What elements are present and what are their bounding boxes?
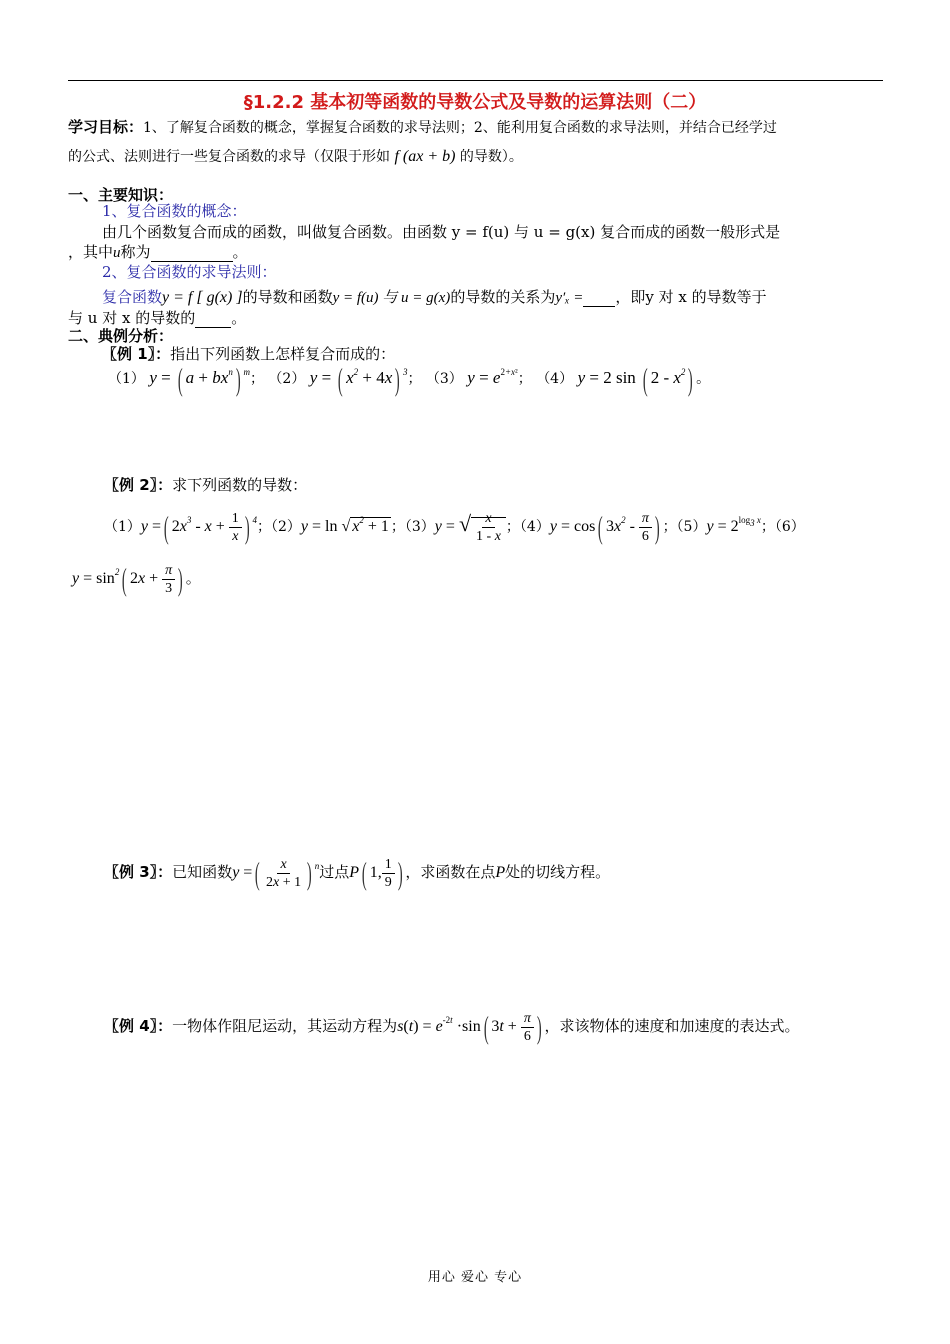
text-fragment: ，求该物体的速度和加速度的表达式。 <box>544 1017 800 1035</box>
item-number: （3） <box>425 370 463 387</box>
ex2-formula-4: y = cos( $3x^2$ - $\frac{\pi}{6}$ ) <box>549 509 660 546</box>
text-fragment: 。 <box>232 243 248 261</box>
learning-goals-text3: 的导数）。 <box>459 149 523 165</box>
math-fragment: y′ₓ = <box>555 290 584 306</box>
text-fragment: 过点 <box>319 863 350 881</box>
learning-goals-label: 学习目标： <box>68 118 144 136</box>
text-fragment: 一物体作阻尼运动，其运动方程为 <box>172 1017 398 1035</box>
text-fragment: ，其中 <box>68 243 114 261</box>
example-3 <box>104 846 610 893</box>
text-fragment: 与 u 对 x 的导数的 <box>68 309 196 327</box>
item-number: （4） <box>536 370 574 387</box>
example-1-items <box>108 361 711 397</box>
ex2-formula-2: y = ln √ $x^2 + 1$ <box>300 515 389 535</box>
item-number: ；（3） <box>390 519 435 535</box>
example-4-label: 〖例 4〗： <box>104 1017 173 1035</box>
ex1-formula-4: y = 2 sin ( $2 - x^2$) <box>577 361 694 397</box>
math-p: P <box>495 864 506 881</box>
separator: ； <box>407 370 422 387</box>
separator: ； <box>249 370 264 387</box>
text-fragment: ，求函数在点 <box>405 863 496 881</box>
text-fragment: 称为 <box>120 243 151 261</box>
period: 。 <box>696 370 711 387</box>
item-number: ；（6） <box>760 519 805 535</box>
derivative-rule-line1 <box>102 286 767 307</box>
ex1-formula-2: y = ( $x^2 + 4x$) $^3$ <box>309 361 408 397</box>
example-1-label: 〖例 1〗： <box>102 345 171 363</box>
example-1-text: 指出下列函数上怎样复合而成的： <box>170 345 396 363</box>
learning-goals-text1: 1、了解复合函数的概念，掌握复合函数的求导法则；2、能利用复合函数的求导法则，并结合已经学过 <box>143 120 777 136</box>
fill-blank <box>583 288 615 307</box>
form-f-ax-b: f (ax + b) <box>394 148 456 165</box>
period: 。 <box>185 569 201 587</box>
text-fragment: ，即 <box>615 288 646 306</box>
header-rule <box>68 80 883 81</box>
item-number: ；（5） <box>662 519 707 535</box>
text-fragment: 的导数和函数 <box>242 288 333 306</box>
composite-concept-line1: 由几个函数复合而成的函数，叫做复合函数。由函数 y = f(u) 与 u = g(x) 复合而成的函数一般形式是 <box>102 223 781 241</box>
fill-blank <box>151 243 233 262</box>
item-number: ；（4） <box>505 519 550 535</box>
fill-blank <box>195 309 231 328</box>
page-title: §1.2.2 基本初等函数的导数公式及导数的运算法则（二） <box>243 92 707 113</box>
text-fragment: y 对 x 的导数等于 <box>645 288 767 306</box>
learning-goals-text2: 的公式、法则进行一些复合函数的求导（仅限于形如 <box>68 149 390 165</box>
math-fragment: y = f(u) 与 u = g(x) <box>332 290 451 306</box>
text-fragment: 处的切线方程。 <box>505 863 611 881</box>
ex1-formula-3: $y = e^{2+x^2}$ <box>467 366 518 387</box>
math-u: u <box>113 245 121 261</box>
item-number: （1） <box>108 370 145 387</box>
learning-goals-line2 <box>68 146 523 166</box>
example-1-heading <box>102 343 395 364</box>
section-examples: 二、典例分析： <box>68 327 174 345</box>
example-2-row1 <box>104 500 805 547</box>
item-number: （2） <box>268 370 306 387</box>
example-3-label: 〖例 3〗： <box>104 863 173 881</box>
ex2-formula-5: $y = 2^{log_3 x}$ <box>706 515 761 535</box>
section-main-knowledge: 一、主要知识： <box>68 186 174 204</box>
text-fragment: 已知函数 <box>172 863 233 881</box>
ex3-function: y =( $\frac{x}{2x + 1}$ ) $^n$ <box>232 855 320 892</box>
item-number: （1） <box>104 519 141 535</box>
math-fragment: y = f [ g(x) ] <box>162 289 243 306</box>
text-fragment: 。 <box>231 309 247 327</box>
page-footer: 用心 爱心 专心 <box>427 1270 523 1285</box>
item-composite-function-concept: 1、复合函数的概念： <box>102 202 247 220</box>
text-fragment: 复合函数 <box>102 288 163 306</box>
ex2-formula-3: y = √ $\frac{x}{1 - x}$ <box>435 518 506 535</box>
example-2-row2 <box>72 552 201 599</box>
ex1-formula-1: y = ( $a + bx^n$) $^m$ <box>149 361 250 397</box>
ex2-formula-6: $y = \sin^2$( 2x + $\frac{\pi}{3}$ ) <box>72 561 183 598</box>
learning-goals-line1 <box>68 116 777 137</box>
example-2-text: 求下列函数的导数： <box>172 476 308 494</box>
example-2-label: 〖例 2〗： <box>104 476 173 494</box>
example-2-heading <box>104 474 307 495</box>
text-fragment: 的导数的关系为 <box>450 288 556 306</box>
ex2-formula-1: y =( $2x^3$ - x + $\frac{1}{x}$ ) $^4$ <box>140 509 257 546</box>
item-composite-derivative-rule: 2、复合函数的求导法则： <box>102 263 277 281</box>
ex4-equation: $s(t) = e^{-2t} \cdot\sin$( 3t + $\frac{\pi}{6}$ ) <box>397 1009 542 1046</box>
item-number: ；（2） <box>256 519 301 535</box>
ex3-point: P( 1, $\frac{1}{9}$ ) <box>349 855 403 892</box>
separator: ； <box>517 370 532 387</box>
example-4 <box>104 1000 800 1047</box>
composite-concept-line2 <box>68 241 248 262</box>
